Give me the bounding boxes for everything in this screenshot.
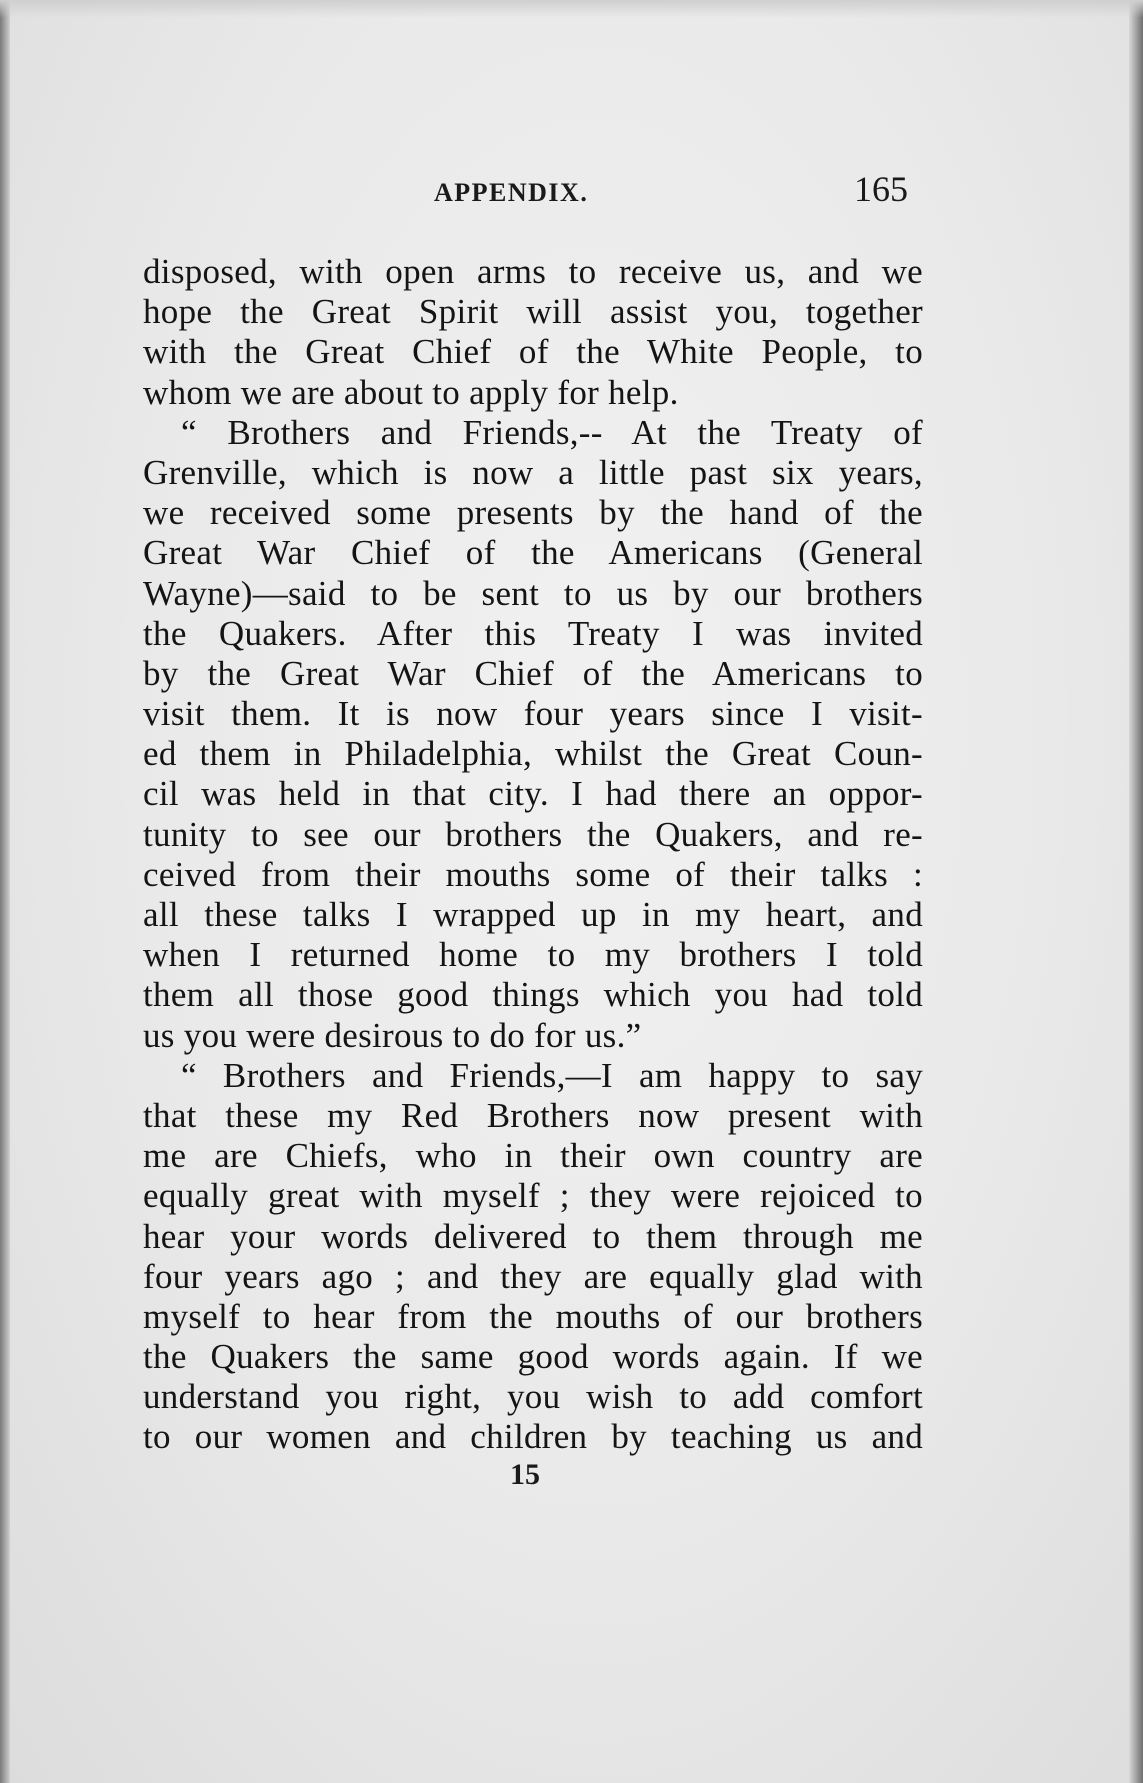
text-line: visit them. It is now four years since I visit- [143,694,923,734]
text-line: four years ago ; and they are equally glad with [143,1256,923,1296]
running-title: APPENDIX. [434,178,589,207]
text-line: tunity to see our brothers the Quakers, and re- [143,814,923,854]
text-line: hear your words delivered to them through me [143,1216,923,1256]
text-line: myself to hear from the mouths of our brothers [143,1296,923,1336]
text-line: with the Great Chief of the White People, to [143,332,923,372]
text-line: equally great with myself ; they were rejoiced to [143,1176,923,1216]
text-line: understand you right, you wish to add comfort [143,1377,923,1417]
page-number: 165 [854,169,908,209]
text-line: Wayne)—said to be sent to us by our brothers [143,573,923,613]
text-line: “ Brothers and Friends,—I am happy to say [181,1055,923,1095]
signature-number: 15 [510,1458,540,1491]
text-line: Great War Chief of the Americans (General [143,533,923,573]
text-line: Grenville, which is now a little past six years, [143,452,923,492]
page-top-shadow [0,0,1143,18]
text-line: the Quakers. After this Treaty I was invited [143,613,923,653]
text-line: hope the Great Spirit will assist you, together [143,292,923,332]
text-line: “ Brothers and Friends,-- At the Treaty of [181,412,923,452]
page-right-edge [1129,0,1143,1783]
text-line: whom we are about to apply for help. [143,372,679,412]
page-left-edge [0,0,10,1783]
text-line: that these my Red Brothers now present with [143,1095,923,1135]
text-line: by the Great War Chief of the Americans to [143,653,923,693]
text-line: the Quakers the same good words again. If we [143,1337,923,1377]
text-line: all these talks I wrapped up in my heart, and [143,895,923,934]
text-line: ceived from their mouths some of their talks : [143,854,923,894]
text-line: ed them in Philadelphia, whilst the Great Coun- [143,734,923,774]
text-line: to our women and children by teaching us and [143,1417,923,1457]
running-head [0,169,1143,218]
text-line: me are Chiefs, who in their own country are [143,1136,923,1176]
text-line: them all those good things which you had told [143,975,923,1015]
text-line: when I returned home to my brothers I told [143,935,923,975]
body-text [143,252,923,1458]
text-line: us you were desirous to do for us.” [143,1015,642,1055]
text-line: disposed, with open arms to receive us, and we [143,252,923,291]
text-line: we received some presents by the hand of the [143,493,923,533]
text-line: cil was held in that city. I had there an oppor- [143,774,923,814]
